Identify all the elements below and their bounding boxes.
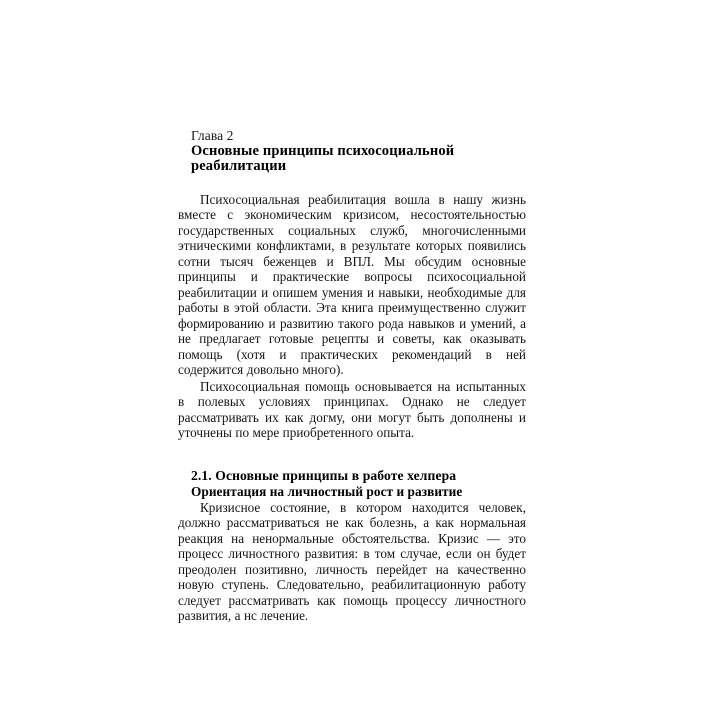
section-heading-2-1: 2.1. Основные принципы в работе хелпера: [191, 467, 457, 483]
section-paragraph-1: Кризисное состояние, в котором находится человек, должно рассматриваться не как болезнь, а как нормальная реакция на ненормальные обстоятельства. Кризис — это процесс личностного развития: в том случае, если он будет преодолен позитивно, личность перейдет на качественно новую ступень. Следовательно, реабилитационную работу следует рассматривать как помощь процессу личностного развития, а нс лечение.: [178, 499, 526, 623]
page-text-block: [178, 128, 526, 624]
spacer-after-chapter-title: [178, 175, 526, 192]
chapter-label: Глава 2: [191, 128, 234, 143]
body-paragraph-2: Психосоциальная помощь основывается на испытанных в полевых условиях принципах. Однако не следует рассматривать их как догму, они могут быть дополнены и уточнены по мере приобретенного опыта.: [178, 378, 526, 440]
chapter-title-line-1: Основные принципы психосоциальной: [191, 142, 455, 159]
subsection-heading-orientation: Ориентация на личностный рост и развитие: [191, 483, 463, 499]
chapter-title-line-2: реабилитации: [191, 158, 287, 174]
spacer-before-section: [178, 441, 526, 468]
body-paragraph-1: Психосоциальная реабилитация вошла в нашу жизнь вместе с экономическим кризисом, несостоятельностью государственных социальных служб, многочисленными этническими конфликтами, в результате которых появились сотни тысяч беженцев и ВПЛ. Мы обсудим основные принципы и практические вопросы психосоциальной реабилитации и опишем умения и навыки, необходимые для работы в этой области. Эта книга преимущественно служит формированию и развитию такого рода навыков и умений, а не предлагает готовые рецепты и советы, как оказывать помощь (хотя и практических рекомендаций в ней содержится довольно много).: [178, 191, 526, 377]
chapter-title: [191, 144, 526, 175]
